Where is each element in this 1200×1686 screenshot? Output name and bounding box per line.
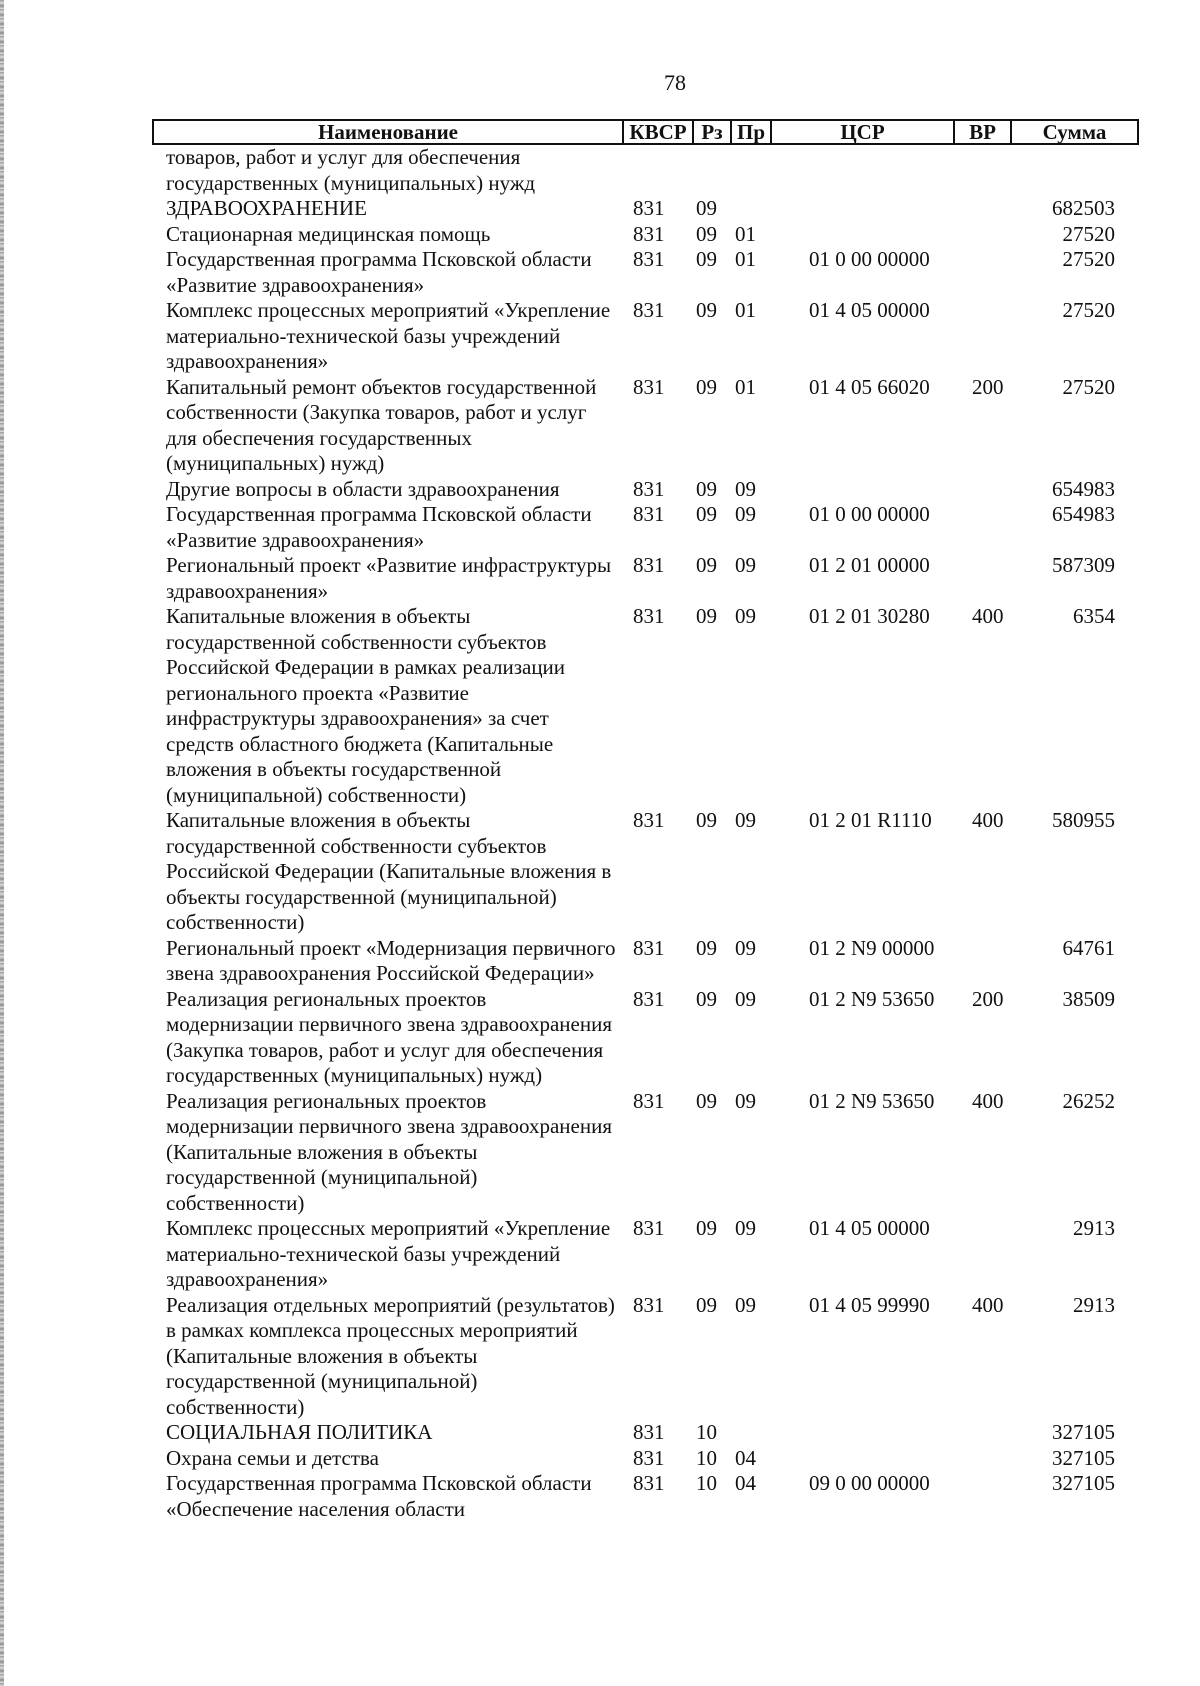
cell-sum: 327105 (1052, 1445, 1115, 1470)
cell-kvsr: 831 (633, 935, 665, 960)
cell-kvsr: 831 (633, 1088, 665, 1113)
cell-pr: 09 (735, 1292, 756, 1317)
cell-kvsr: 831 (633, 476, 665, 501)
cell-rz: 09 (696, 1088, 717, 1113)
cell-name: Охрана семьи и детства (166, 1445, 379, 1470)
cell-name: Капитальные вложения в объекты государственной собственности субъектов Российской Федерации в рамках реализации регионального проекта «Развитие инфраструктуры здравоохранения» за счет средств областного бюджета (Капитальные вложения в объекты государственной (муниципальной) собственности) (166, 604, 566, 807)
cell-vr (954, 553, 1011, 604)
cell-pr: 01 (735, 374, 756, 399)
cell-name: Стационарная медицинская помощь (166, 221, 491, 246)
cell-pr: 04 (735, 1471, 756, 1495)
table-row (153, 1089, 1138, 1217)
cell-rz (693, 144, 731, 196)
cell-pr: 01 (735, 221, 756, 246)
cell-sum: 327105 (1052, 1420, 1115, 1444)
cell-pr (731, 144, 771, 196)
cell-kvsr: 831 (633, 553, 665, 577)
cell-vr (954, 196, 1011, 222)
cell-csr: 01 2 01 R1110 (809, 808, 932, 832)
cell-name: Государственная программа Псковской области «Развитие здравоохранения» (166, 247, 592, 297)
cell-sum: 2913 (1073, 1216, 1115, 1240)
cell-vr: 400 (972, 604, 1004, 628)
cell-pr: 09 (735, 1216, 756, 1240)
cell-pr (731, 196, 771, 222)
cell-rz: 09 (696, 553, 717, 577)
table-row (153, 1471, 1138, 1522)
header-sum: Сумма (1011, 120, 1138, 144)
table-row (153, 375, 1138, 477)
header-rz: Рз (693, 120, 731, 144)
cell-name: Реализация отдельных мероприятий (результатов) в рамках комплекса процессных мероприятий (Капитальные вложения в объекты государственной (муниципальной) собственности) (166, 1292, 615, 1419)
cell-rz: 10 (696, 1420, 717, 1444)
cell-name: Комплекс процессных мероприятий «Укрепление материально-технической базы учреждений здравоохранения» (166, 298, 611, 373)
cell-sum: 27520 (1062, 247, 1115, 271)
table-row (153, 553, 1138, 604)
cell-csr: 01 0 00 00000 (809, 247, 930, 271)
cell-sum: 27520 (1062, 374, 1115, 399)
table-body (153, 144, 1138, 1522)
cell-kvsr: 831 (633, 196, 665, 220)
cell-rz: 09 (696, 298, 717, 322)
cell-pr: 01 (735, 298, 756, 322)
cell-rz: 09 (696, 986, 717, 1011)
cell-sum: 26252 (1062, 1088, 1115, 1113)
table-row (153, 196, 1138, 222)
cell-kvsr: 831 (633, 1216, 665, 1240)
cell-kvsr: 831 (633, 502, 665, 526)
cell-csr (771, 1446, 954, 1472)
table-row (153, 1293, 1138, 1421)
cell-csr: 01 2 01 30280 (809, 604, 930, 628)
cell-csr: 01 4 05 99990 (809, 1292, 930, 1317)
budget-table (152, 119, 1139, 1522)
cell-vr (954, 1216, 1011, 1293)
cell-name: Капитальные вложения в объекты государственной собственности субъектов Российской Федерации (Капитальные вложения в объекты государственной (муниципальной) собственности) (166, 808, 612, 934)
cell-name: Государственная программа Псковской области «Обеспечение населения области (166, 1471, 592, 1521)
cell-pr: 04 (735, 1445, 756, 1470)
cell-kvsr: 831 (633, 604, 665, 628)
cell-name: Реализация региональных проектов модернизации первичного звена здравоохранения (Закупка товаров, работ и услуг для обеспечения государственных (муниципальных) нужд) (166, 986, 613, 1087)
cell-vr: 400 (972, 1088, 1004, 1113)
cell-csr: 01 2 N9 53650 (809, 1088, 935, 1113)
cell-csr: 01 4 05 00000 (809, 1216, 930, 1240)
cell-sum: 27520 (1062, 298, 1115, 322)
cell-vr (954, 936, 1011, 987)
cell-csr: 01 2 01 00000 (809, 553, 930, 577)
cell-vr (954, 477, 1011, 503)
cell-sum: 6354 (1073, 604, 1115, 628)
table-header (153, 120, 1138, 144)
cell-kvsr: 831 (633, 374, 665, 399)
cell-rz: 09 (696, 476, 717, 501)
table-row (153, 808, 1138, 936)
cell-kvsr (623, 144, 693, 196)
cell-csr: 01 0 00 00000 (809, 502, 930, 526)
table-row (153, 1216, 1138, 1293)
cell-name: Государственная программа Псковской области «Развитие здравоохранения» (166, 502, 592, 552)
cell-vr (954, 1420, 1011, 1446)
cell-vr (954, 502, 1011, 553)
cell-vr: 200 (972, 986, 1004, 1011)
cell-rz: 09 (696, 935, 717, 960)
cell-name: Капитальный ремонт объектов государственной собственности (Закупка товаров, работ и услуг для обеспечения государственных (муниципальных) нужд) (166, 374, 597, 475)
cell-pr: 09 (735, 986, 756, 1011)
cell-sum: 682503 (1052, 196, 1115, 220)
header-csr: ЦСР (771, 120, 954, 144)
table-row (153, 298, 1138, 375)
cell-name: Региональный проект «Развитие инфраструктуры здравоохранения» (166, 553, 612, 603)
cell-name: ЗДРАВООХРАНЕНИЕ (166, 196, 367, 220)
cell-pr: 09 (735, 935, 756, 960)
cell-rz: 09 (696, 502, 717, 526)
cell-vr: 400 (972, 1292, 1004, 1317)
cell-sum: 2913 (1073, 1292, 1115, 1317)
cell-sum (1011, 144, 1138, 196)
cell-csr (771, 196, 954, 222)
table-row (153, 604, 1138, 808)
cell-sum: 580955 (1052, 808, 1115, 832)
scan-edge (0, 0, 4, 1686)
cell-kvsr: 831 (633, 808, 665, 832)
header-pr: Пр (731, 120, 771, 144)
cell-sum: 64761 (1062, 935, 1115, 960)
cell-name: Комплекс процессных мероприятий «Укрепление материально-технической базы учреждений здравоохранения» (166, 1216, 611, 1291)
cell-kvsr: 831 (633, 1420, 665, 1444)
cell-name: Другие вопросы в области здравоохранения (166, 476, 560, 501)
cell-vr (954, 247, 1011, 298)
table-row (153, 144, 1138, 196)
table-row (153, 1420, 1138, 1446)
cell-pr: 01 (735, 247, 756, 271)
cell-kvsr: 831 (633, 1471, 665, 1495)
cell-pr: 09 (735, 1088, 756, 1113)
cell-kvsr: 831 (633, 221, 665, 246)
cell-sum: 654983 (1052, 476, 1115, 501)
cell-name: Региональный проект «Модернизация первичного звена здравоохранения Российской Федерации» (166, 935, 616, 985)
table-row (153, 1446, 1138, 1472)
cell-csr: 01 4 05 66020 (809, 374, 930, 399)
cell-pr: 09 (735, 502, 756, 526)
cell-vr (954, 1471, 1011, 1522)
cell-name: СОЦИАЛЬНАЯ ПОЛИТИКА (166, 1420, 433, 1444)
cell-rz: 09 (696, 374, 717, 399)
cell-name: Реализация региональных проектов модернизации первичного звена здравоохранения (Капитальные вложения в объекты государственной (муниципальной) собственности) (166, 1088, 613, 1215)
table-row (153, 477, 1138, 503)
cell-kvsr: 831 (633, 986, 665, 1011)
cell-vr (954, 144, 1011, 196)
table-row (153, 936, 1138, 987)
cell-vr (954, 1446, 1011, 1472)
cell-rz: 10 (696, 1471, 717, 1495)
cell-pr: 09 (735, 808, 756, 832)
cell-rz: 09 (696, 1292, 717, 1317)
cell-sum: 38509 (1062, 986, 1115, 1011)
cell-sum: 27520 (1062, 221, 1115, 246)
cell-pr: 09 (735, 604, 756, 628)
cell-pr: 09 (735, 476, 756, 501)
header-name: Наименование (153, 120, 623, 144)
cell-pr: 09 (735, 553, 756, 577)
cell-sum: 587309 (1052, 553, 1115, 577)
cell-csr: 01 2 N9 00000 (809, 935, 935, 960)
cell-csr (771, 1420, 954, 1446)
cell-rz: 09 (696, 247, 717, 271)
table-row (153, 502, 1138, 553)
table-row (153, 987, 1138, 1089)
table-row (153, 247, 1138, 298)
page-number: 78 (664, 70, 686, 95)
cell-vr: 200 (972, 374, 1004, 399)
cell-vr (954, 222, 1011, 248)
cell-csr (771, 477, 954, 503)
cell-rz: 09 (696, 604, 717, 628)
cell-name: товаров, работ и услуг для обеспечения государственных (муниципальных) нужд (166, 145, 536, 195)
cell-csr (771, 222, 954, 248)
cell-vr (954, 298, 1011, 375)
cell-rz: 09 (696, 196, 717, 220)
header-row (153, 120, 1138, 144)
header-kvsr: КВСР (623, 120, 693, 144)
cell-kvsr: 831 (633, 1292, 665, 1317)
cell-rz: 09 (696, 1216, 717, 1240)
cell-csr (771, 144, 954, 196)
header-vr: ВР (954, 120, 1011, 144)
cell-csr: 01 4 05 00000 (809, 298, 930, 322)
table-row (153, 222, 1138, 248)
cell-kvsr: 831 (633, 247, 665, 271)
cell-rz: 09 (696, 808, 717, 832)
cell-rz: 09 (696, 221, 717, 246)
cell-vr: 400 (972, 808, 1004, 832)
cell-sum: 327105 (1052, 1471, 1115, 1495)
cell-rz: 10 (696, 1445, 717, 1470)
cell-pr (731, 1420, 771, 1446)
cell-csr: 01 2 N9 53650 (809, 986, 935, 1011)
cell-kvsr: 831 (633, 1445, 665, 1470)
cell-csr: 09 0 00 00000 (809, 1471, 930, 1495)
cell-kvsr: 831 (633, 298, 665, 322)
cell-sum: 654983 (1052, 502, 1115, 526)
